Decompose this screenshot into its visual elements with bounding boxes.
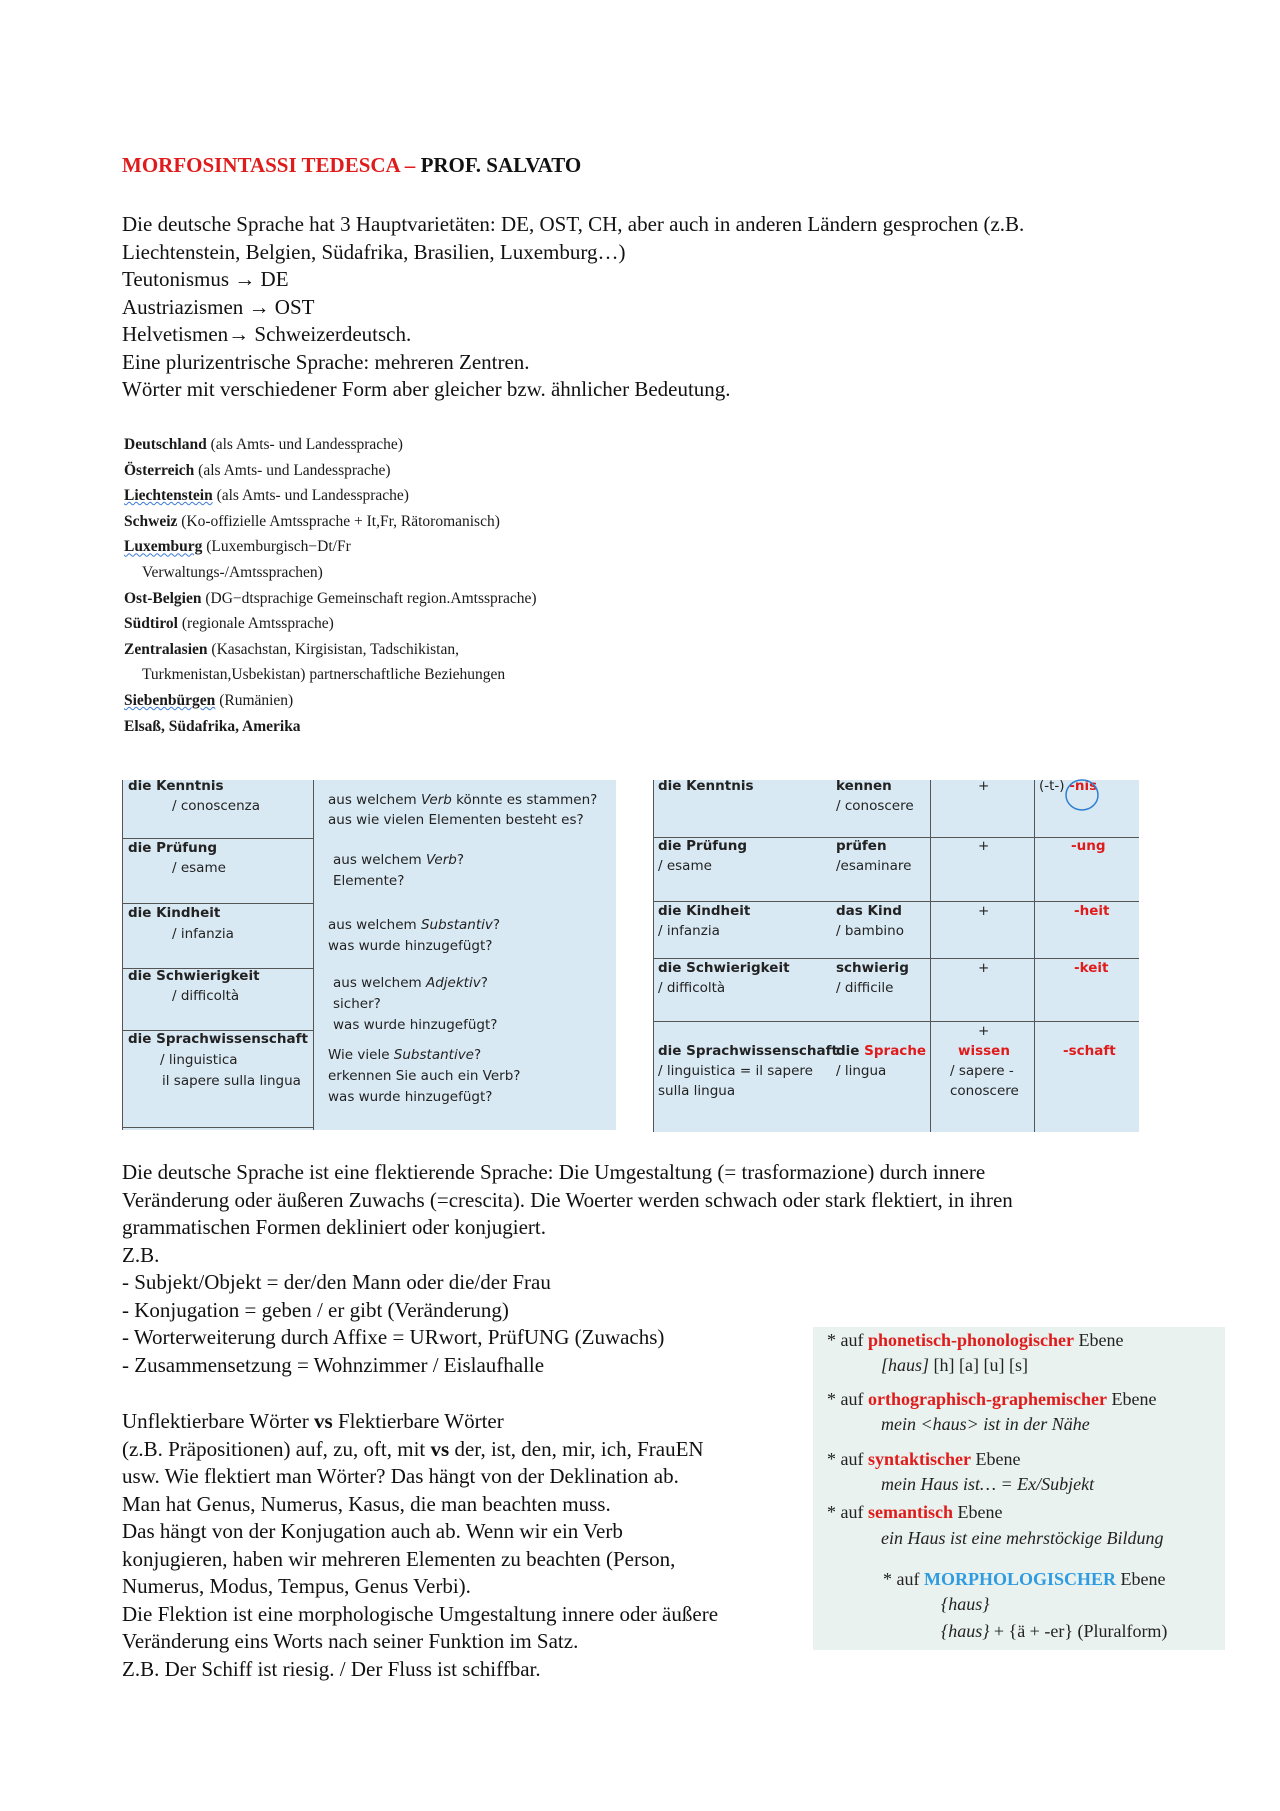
country-item: Zentralasien (Kasachstan, Kirgisistan, Tadschikistan,	[124, 640, 459, 658]
intro-paragraph	[122, 211, 1024, 404]
country-item: Deutschland (als Amts- und Landessprache)	[124, 436, 403, 453]
level-line: * auf orthographisch-graphemischer Ebene	[827, 1389, 1157, 1409]
table-cell: die Sprache	[836, 1043, 927, 1059]
text-line: Die deutsche Sprache ist eine flektierende Sprache: Die Umgestaltung (= trasformazione) durch innere	[122, 1160, 986, 1184]
table-cell: prüfen	[836, 838, 887, 854]
table-cell: aus welchem Adjektiv?	[333, 975, 488, 991]
level-line: * auf syntaktischer Ebene	[827, 1449, 1021, 1469]
table-cell: -keit	[1074, 960, 1109, 976]
table-cell: -schaft	[1063, 1043, 1116, 1059]
country-item: Liechtenstein (als Amts- und Landessprache)	[124, 487, 409, 505]
text-line: Veränderung oder äußeren Zuwachs (=crescita). Die Woerter werden schwach oder stark flektiert, in ihren	[122, 1187, 1013, 1212]
intro-line: Helvetismen→ Schweizerdeutsch.	[122, 322, 412, 346]
table-cell: die Prüfung	[128, 840, 218, 856]
intro-line: Teutonismus → DE	[122, 267, 289, 291]
level-line: * auf semantisch Ebene	[827, 1502, 1003, 1522]
intro-line: Austriazismen → OST	[122, 294, 315, 319]
table-cell: +	[978, 1023, 990, 1039]
text-line: Unflektierbare Wörter vs Flektierbare Wörter	[122, 1409, 504, 1433]
country-item: Luxemburg (Luxemburgisch−Dt/Fr	[124, 538, 351, 556]
title-professor: PROF. SALVATO	[415, 153, 582, 177]
text-line: Die Flektion ist eine morphologische Umgestaltung innere oder äußere	[122, 1601, 719, 1626]
text-line: usw. Wie flektiert man Wörter? Das hängt von der Deklination ab.	[122, 1464, 679, 1488]
table-cell: was wurde hinzugefügt?	[333, 1017, 498, 1033]
table-cell: aus welchem Verb?	[333, 852, 465, 868]
table-cell: die Prüfung	[658, 838, 748, 854]
flection-explanation	[122, 1408, 718, 1683]
country-item: Siebenbürgen (Rumänien)	[124, 691, 294, 709]
level-line: * auf phonetisch-phonologischer Ebene	[827, 1330, 1124, 1350]
table-cell: Wie viele Substantive?	[328, 1047, 482, 1063]
circle-annotation	[1056, 776, 1108, 816]
level-line: * auf MORPHOLOGISCHER Ebene	[883, 1569, 1166, 1589]
country-item: Österreich (als Amts- und Landessprache)	[124, 461, 391, 479]
intro-line: Eine plurizentrische Sprache: mehreren Zentren.	[122, 349, 530, 374]
text-line: konjugieren, haben wir mehreren Elementen zu beachten (Person,	[122, 1546, 676, 1571]
table-cell: die Kenntnis	[128, 778, 224, 794]
country-item: Verwaltungs-/Amtssprachen)	[142, 563, 323, 581]
table-cell: / bambino	[836, 923, 904, 939]
question-table	[122, 780, 616, 1130]
level-example: ein Haus ist eine mehrstöckige Bildung	[881, 1528, 1164, 1548]
text-line: Man hat Genus, Numerus, Kasus, die man beachten muss.	[122, 1491, 611, 1516]
intro-line: Liechtenstein, Belgien, Südafrika, Brasilien, Luxemburg…)	[122, 239, 626, 264]
table-cell: sicher?	[333, 996, 381, 1012]
linguistic-levels-box	[813, 1327, 1225, 1650]
text-line: (z.B. Präpositionen) auf, zu, oft, mit vs der, ist, den, mir, ich, FrauEN	[122, 1436, 704, 1461]
table-cell: conoscere	[950, 1083, 1019, 1099]
table-cell: aus welchem Substantiv?	[328, 917, 501, 933]
table-cell: / conoscenza	[172, 798, 261, 814]
text-line: Das hängt von der Konjugation auch ab. Wenn wir ein Verb	[122, 1519, 623, 1543]
table-cell: / sapere -	[950, 1063, 1014, 1079]
text-line: Z.B.	[122, 1242, 160, 1267]
table-cell: aus welchem Verb könnte es stammen?	[328, 792, 598, 808]
table-cell: (-t-) -nis	[1039, 778, 1098, 794]
table-cell: / linguistica	[160, 1052, 238, 1068]
table-cell: die Sprachwissenschaft	[658, 1043, 838, 1059]
country-item: Turkmenistan,Usbekistan) partnerschaftliche Beziehungen	[142, 666, 506, 684]
table-cell: il sapere sulla lingua	[162, 1073, 301, 1089]
table-cell: / esame	[172, 860, 226, 876]
table-cell: /esaminare	[836, 858, 912, 874]
page-title	[122, 153, 581, 178]
table-cell: / difficoltà	[658, 980, 726, 996]
table-cell: kennen	[836, 778, 892, 794]
morpheme-table	[653, 780, 1139, 1132]
table-cell: was wurde hinzugefügt?	[328, 1089, 493, 1105]
table-cell: was wurde hinzugefügt?	[328, 938, 493, 954]
text-line: grammatischen Formen dekliniert oder konjugiert.	[122, 1215, 546, 1239]
text-line: Veränderung eins Worts nach seiner Funktion im Satz.	[122, 1629, 579, 1653]
text-line: Z.B. Der Schiff ist riesig. / Der Fluss ist schiffbar.	[122, 1656, 541, 1681]
table-cell: schwierig	[836, 960, 909, 976]
table-cell: aus wie vielen Elementen besteht es?	[328, 812, 584, 828]
level-example: [haus] [h] [a] [u] [s]	[881, 1355, 1028, 1375]
country-list	[124, 432, 537, 739]
table-cell: / conoscere	[836, 798, 914, 814]
table-cell: / infanzia	[658, 923, 720, 939]
table-cell: +	[978, 778, 990, 794]
table-cell: erkennen Sie auch ein Verb?	[328, 1068, 521, 1084]
country-item: Ost-Belgien (DG−dtsprachige Gemeinschaft region.Amtssprache)	[124, 589, 537, 607]
table-cell: das Kind	[836, 903, 902, 919]
table-cell: +	[978, 903, 990, 919]
level-example: {haus}	[941, 1594, 990, 1614]
table-cell: / linguistica = il sapere	[658, 1063, 813, 1079]
table-cell: -heit	[1074, 903, 1110, 919]
country-item: Schweiz (Ko-offizielle Amtssprache + It,Fr, Rätoromanisch)	[124, 512, 500, 530]
country-item: Elsaß, Südafrika, Amerika	[124, 717, 301, 735]
text-line: - Konjugation = geben / er gibt (Veränderung)	[122, 1297, 509, 1322]
table-cell: +	[978, 838, 990, 854]
table-cell: die Schwierigkeit	[658, 960, 790, 976]
table-cell: die Kindheit	[128, 905, 221, 921]
title-course: MORFOSINTASSI TEDESCA –	[122, 153, 416, 177]
level-example: {haus} + {ä + -er} (Pluralform)	[941, 1621, 1168, 1641]
table-cell: / lingua	[836, 1063, 887, 1079]
table-cell: die Schwierigkeit	[128, 968, 260, 984]
table-cell: -ung	[1071, 838, 1106, 854]
table-cell: / difficile	[836, 980, 894, 996]
table-cell: wissen	[958, 1043, 1010, 1059]
level-example: mein Haus ist… = Ex/Subjekt	[881, 1474, 1095, 1494]
table-cell: die Kenntnis	[658, 778, 754, 794]
text-line: - Zusammensetzung = Wohnzimmer / Eislaufhalle	[122, 1352, 545, 1377]
level-example: mein <haus> ist in der Nähe	[881, 1414, 1090, 1434]
table-cell: / esame	[658, 858, 712, 874]
country-item: Südtirol (regionale Amtssprache)	[124, 615, 334, 633]
text-line: - Subjekt/Objekt = der/den Mann oder die/der Frau	[122, 1270, 551, 1294]
table-cell: die Sprachwissenschaft	[128, 1031, 308, 1047]
intro-line: Wörter mit verschiedener Form aber gleicher bzw. ähnlicher Bedeutung.	[122, 377, 731, 401]
table-cell: die Kindheit	[658, 903, 751, 919]
table-cell: +	[978, 960, 990, 976]
text-line: Numerus, Modus, Tempus, Genus Verbi).	[122, 1574, 471, 1598]
table-cell: sulla lingua	[658, 1083, 736, 1099]
text-line: - Worterweiterung durch Affixe = URwort, PrüfUNG (Zuwachs)	[122, 1325, 665, 1349]
table-cell: / difficoltà	[172, 988, 240, 1004]
table-cell: Elemente?	[333, 873, 405, 889]
table-cell: / infanzia	[172, 926, 234, 942]
intro-line: Die deutsche Sprache hat 3 Hauptvarietäten: DE, OST, CH, aber auch in anderen Ländern gesprochen (z.B.	[122, 212, 1025, 236]
